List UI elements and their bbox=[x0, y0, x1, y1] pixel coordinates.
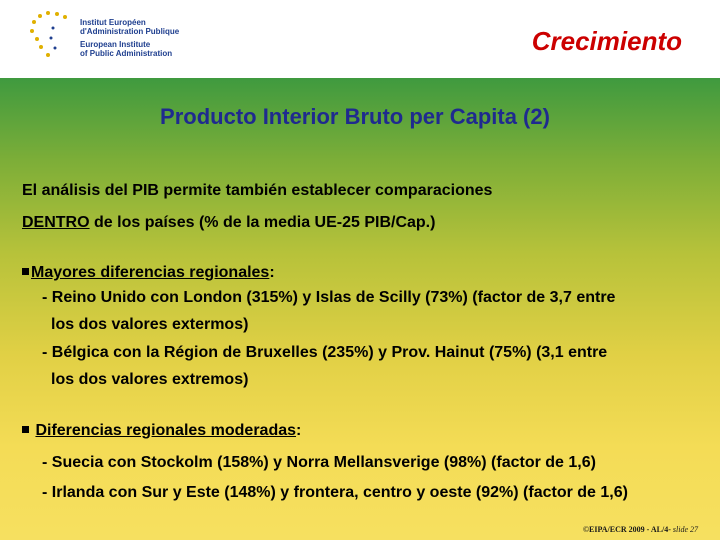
eipa-logo bbox=[28, 8, 178, 70]
bullet-2-colon: : bbox=[296, 422, 302, 439]
bullet-1-item-1-line-1: - Reino Unido con London (315%) y Islas de Scilly (73%) (factor de 3,7 entre bbox=[42, 289, 616, 306]
logo-line: d'Administration Publique bbox=[80, 27, 180, 36]
bullet-1-heading bbox=[22, 264, 275, 282]
eu-stars-icon bbox=[28, 8, 78, 68]
footer-credit-text: ©EIPA/ECR 2009 - AL/4- bbox=[583, 525, 671, 534]
slide-title bbox=[0, 104, 720, 130]
square-bullet-icon bbox=[22, 268, 29, 275]
logo-text bbox=[80, 18, 179, 58]
bullet-1-item-2-line-2: los dos valores extremos) bbox=[51, 371, 249, 388]
bullet-2-item-2: - Irlanda con Sur y Este (148%) y frontera, centro y oeste (92%) (factor de 1,6) bbox=[42, 484, 628, 501]
logo-line: Institut Européen bbox=[80, 18, 146, 27]
bullet-2-heading-text: Diferencias regionales moderadas bbox=[35, 422, 297, 439]
slide-number: slide 27 bbox=[672, 525, 698, 534]
logo-line: of Public Administration bbox=[80, 49, 173, 58]
square-bullet-icon bbox=[22, 426, 29, 433]
slide-title-text: Producto Interior Bruto per Capita (2) bbox=[160, 104, 550, 129]
intro-line-2 bbox=[22, 214, 435, 232]
slide-body bbox=[0, 78, 720, 540]
bullet-1-item-2-line-1: - Bélgica con la Région de Bruxelles (235%) y Prov. Hainut (75%) (3,1 entre bbox=[42, 344, 608, 361]
slide-header bbox=[0, 0, 720, 78]
bullet-2-heading bbox=[22, 422, 301, 440]
intro-emphasis: DENTRO bbox=[22, 214, 90, 231]
bullet-2-item-1: - Suecia con Stockolm (158%) y Norra Mellansverige (98%) (factor de 1,6) bbox=[42, 454, 596, 471]
bullet-1-heading-text: Mayores diferencias regionales bbox=[31, 264, 270, 281]
intro-line-2-rest: de los países (% de la media UE-25 PIB/Cap.) bbox=[89, 214, 436, 231]
bullet-1-colon: : bbox=[269, 264, 275, 281]
intro-line-1: El análisis del PIB permite también establecer comparaciones bbox=[22, 182, 493, 199]
logo-line: European Institute bbox=[80, 40, 151, 49]
footer-credit bbox=[583, 525, 698, 534]
section-title: Crecimiento bbox=[531, 26, 682, 56]
bullet-1-item-1-line-2: los dos valores extermos) bbox=[51, 316, 249, 333]
